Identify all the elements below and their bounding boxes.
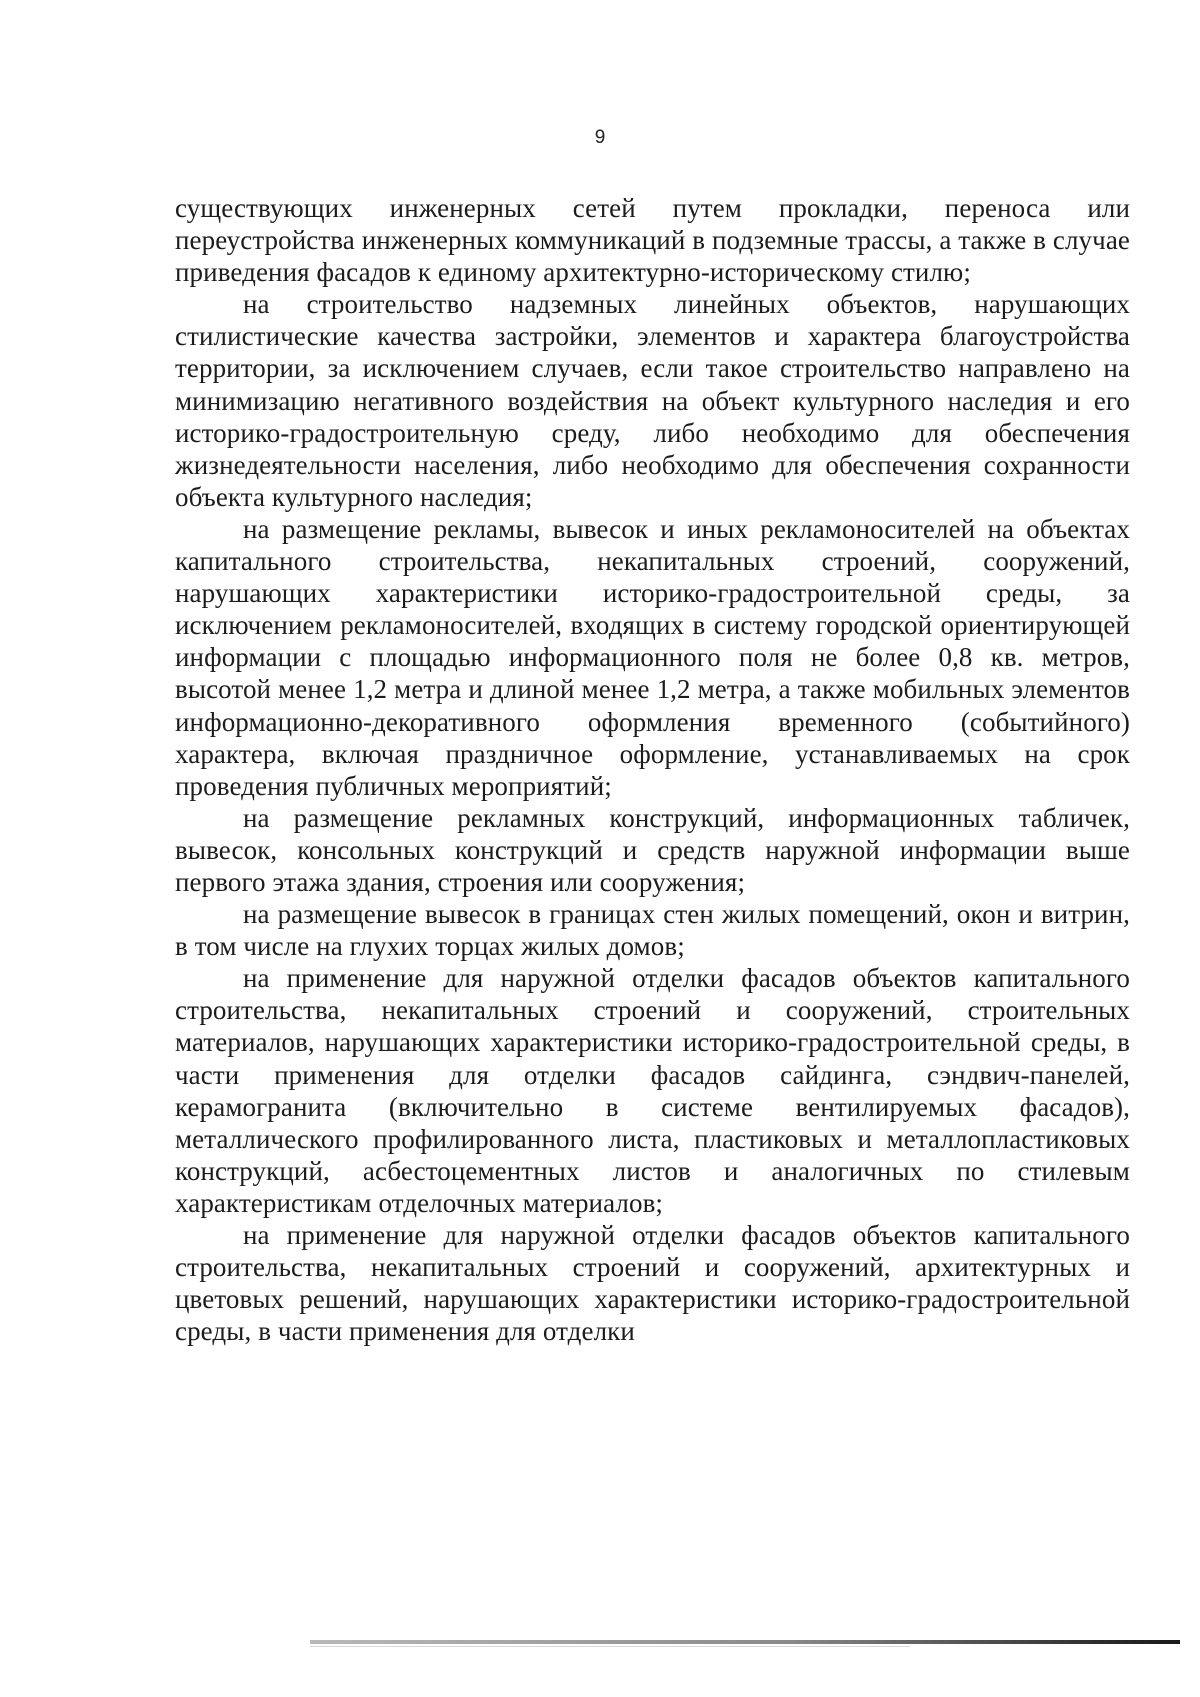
paragraph-linear-objects: на строительство надземных линейных объектов, нарушающих стилистические качества застройки, элементов и характера благоустройства территории, за исключением случаев, если такое строительство направлено на минимизацию негативного воздействия на объект культурного наследия и его историко-градостроительную среду, либо необходимо для обеспечения жизнедеятельности населения, либо необходимо для обеспечения сохранности объекта культурного наследия; <box>175 289 1130 512</box>
paragraph-facade-materials: на применение для наружной отделки фасадов объектов капитального строительства, некапитальных строений и сооружений, строительных материалов, нарушающих характеристики историко-градостроительной среды, в части применения для отделки фасадов сайдинга, сэндвич-панелей, керамогранита (включительно в системе вентилируемых фасадов), металлического профилированного листа, пластиковых и металлопластиковых конструкций, асбестоцементных листов и аналогичных по стилевым характеристикам отделочных материалов; <box>175 963 1130 1218</box>
paragraph-facade-solutions: на применение для наружной отделки фасадов объектов капитального строительства, некапитальных строений и сооружений, архитектурных и цветовых решений, нарушающих характеристики историко-градостроительной среды, в части применения для отделки <box>175 1220 1130 1347</box>
page-number: 9 <box>594 127 606 148</box>
paragraph-advertising-structures: на размещение рекламных конструкций, информационных табличек, вывесок, консольных конструкций и средств наружной информации выше первого этажа здания, строения или сооружения; <box>175 802 1130 897</box>
footer-rule-shadow <box>310 1646 910 1647</box>
paragraph-advertising-placement: на размещение рекламы, вывесок и иных рекламоносителей на объектах капитального строительства, некапитальных строений, сооружений, нарушающих характеристики историко-градостроительной среды, за исключением рекламоносителей, входящих в систему городской ориентирующей информации с площадью информационного поля не более 0,8 кв. метров, высотой менее 1,2 метра и длиной менее 1,2 метра, а также мобильных элементов информационно-декоративного оформления временного (событийного) характера, включая праздничное оформление, устанавливаемых на срок проведения публичных мероприятий; <box>175 513 1130 801</box>
footer-rule <box>310 1640 1180 1644</box>
document-body <box>175 192 1130 1347</box>
paragraph-existing-networks: существующих инженерных сетей путем прокладки, переноса или переустройства инженерных коммуникаций в подземные трассы, а также в случае приведения фасадов к единому архитектурно-историческому стилю; <box>175 193 1130 288</box>
paragraph-signboards: на размещение вывесок в границах стен жилых помещений, окон и витрин, в том числе на глухих торцах жилых домов; <box>175 899 1130 962</box>
